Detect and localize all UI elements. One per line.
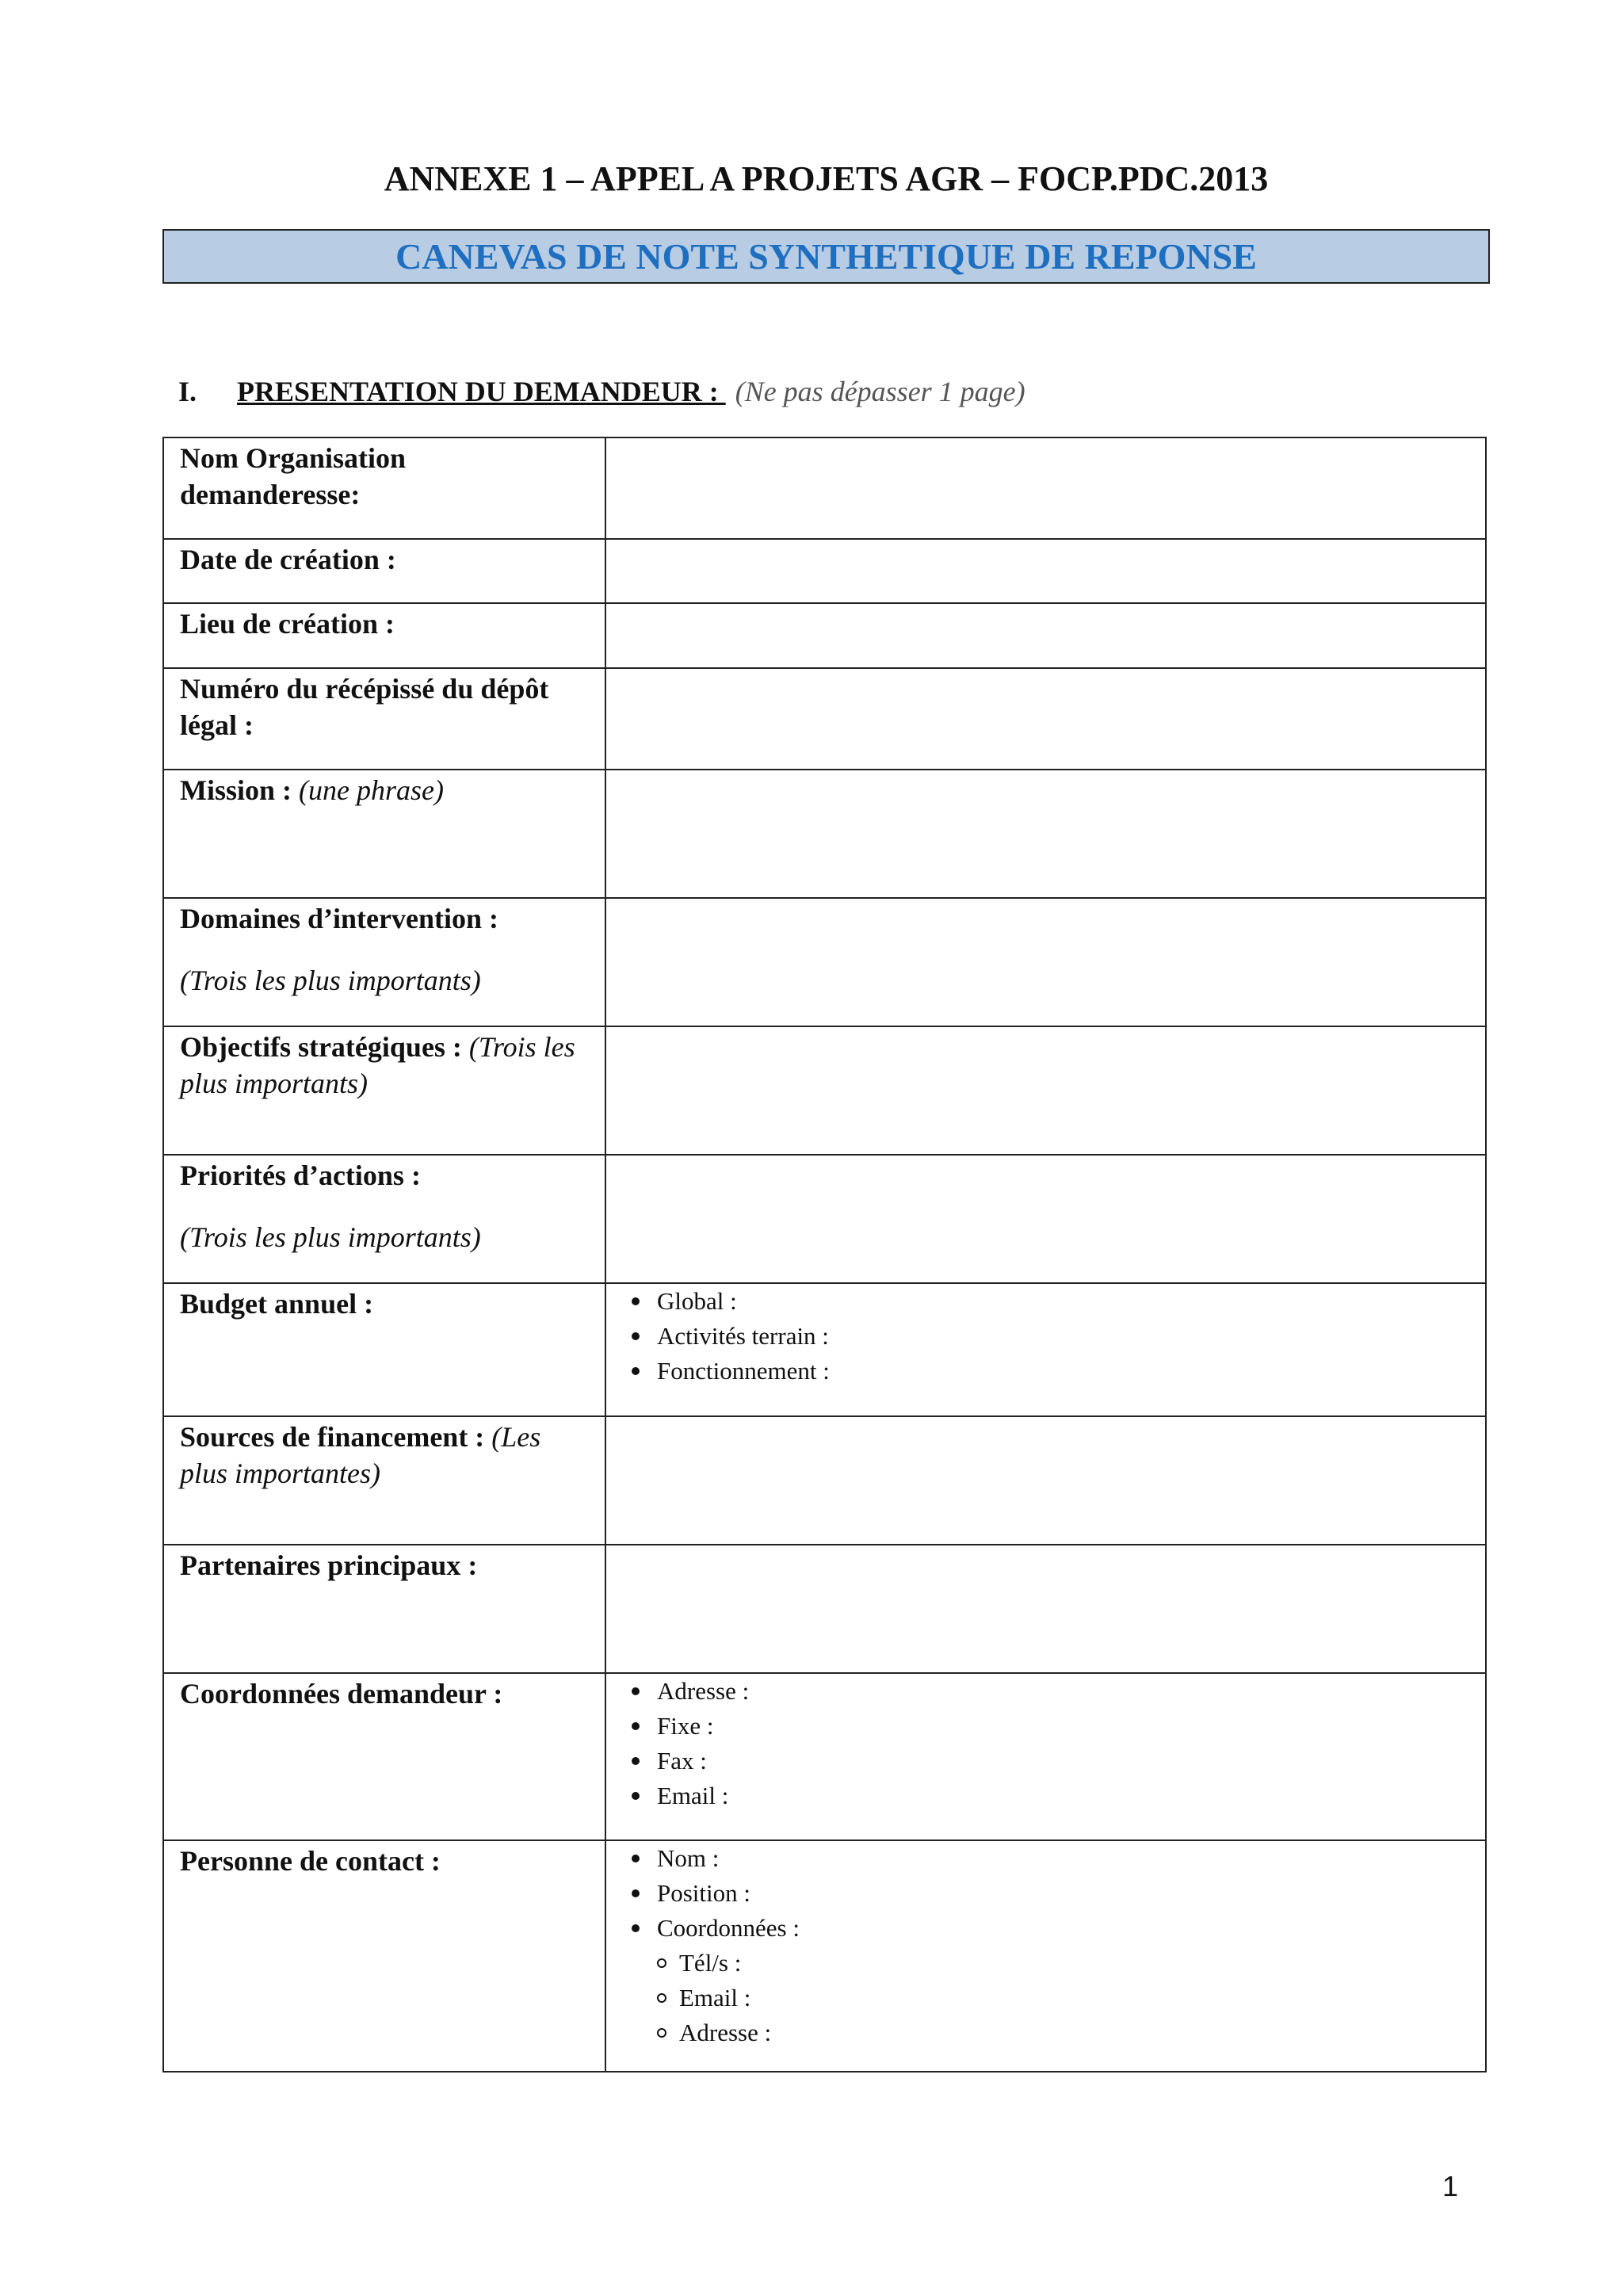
action-priorities-field[interactable] [605, 1155, 1486, 1283]
section-title: PRESENTATION DU DEMANDEUR : [237, 376, 726, 407]
circle-bullet-icon [657, 1993, 666, 2003]
table-row [163, 1673, 1486, 1840]
table-row [163, 1026, 1486, 1155]
strategic-objectives-field[interactable] [605, 1026, 1486, 1155]
field-label: Objectifs stratégiques : [180, 1031, 469, 1063]
field-label: Budget annuel : [180, 1288, 374, 1320]
field-label-cell [163, 1840, 605, 2072]
field-hint: (Trois les plus importants) [180, 1031, 575, 1099]
field-hint: (Trois les plus importants) [180, 1221, 481, 1253]
field-label: Nom Organisation demanderesse: [180, 442, 407, 510]
bullet-icon [632, 1855, 640, 1862]
applicant-form-table [162, 437, 1487, 2073]
field-label: Personne de contact : [180, 1845, 441, 1877]
field-label-cell [163, 603, 605, 668]
list-item: Email : [622, 1778, 1469, 1813]
list-item: Fixe : [622, 1709, 1469, 1744]
creation-place-field[interactable] [605, 603, 1486, 668]
list-item: Activités terrain : [622, 1319, 1469, 1354]
table-row [163, 437, 1486, 539]
field-label: Partenaires principaux : [180, 1549, 478, 1581]
sub-list-item: Email : [657, 1981, 1469, 2015]
bullet-icon [632, 1297, 640, 1305]
list-item: Nom : [622, 1841, 1469, 1876]
bullet-icon [632, 1924, 640, 1932]
field-label: Numéro du récépissé du dépôt légal : [180, 673, 549, 741]
list-item: Coordonnées : Tél/s : Email : Adresse : [622, 1911, 1469, 2050]
list-item: Adresse : [622, 1674, 1469, 1709]
field-hint: (une phrase) [299, 774, 444, 806]
field-label-cell [163, 1026, 605, 1155]
bullet-icon [632, 1722, 640, 1730]
list-item: Global : [622, 1284, 1469, 1319]
organisation-name-field[interactable] [605, 437, 1486, 539]
annual-budget-field[interactable] [605, 1283, 1486, 1416]
funding-sources-field[interactable] [605, 1416, 1486, 1545]
section-note: (Ne pas dépasser 1 page) [735, 376, 1025, 407]
main-partners-field[interactable] [605, 1545, 1486, 1673]
field-label: Lieu de création : [180, 608, 395, 640]
field-label: Sources de financement : [180, 1421, 492, 1453]
table-row [163, 1840, 1486, 2072]
receipt-number-field[interactable] [605, 668, 1486, 770]
form-banner: CANEVAS DE NOTE SYNTHETIQUE DE REPONSE [162, 229, 1490, 284]
field-label-cell [163, 539, 605, 603]
bullet-icon [632, 1889, 640, 1897]
sub-list-item: Tél/s : [657, 1946, 1469, 1981]
table-row [163, 1545, 1486, 1673]
intervention-domains-field[interactable] [605, 898, 1486, 1026]
table-row [163, 1416, 1486, 1545]
field-label-cell [163, 1545, 605, 1673]
bullet-icon [632, 1332, 640, 1340]
field-label: Mission : [180, 774, 300, 806]
contact-person-field[interactable] [605, 1840, 1486, 2072]
list-item: Position : [622, 1876, 1469, 1911]
table-row [163, 539, 1486, 603]
list-item: Fax : [622, 1744, 1469, 1778]
table-row [163, 898, 1486, 1026]
table-row [163, 1155, 1486, 1283]
field-label-cell [163, 437, 605, 539]
field-label: Priorités d’actions : [180, 1159, 421, 1191]
section-heading [178, 374, 1025, 409]
section-number: I. [178, 376, 197, 407]
bullet-icon [632, 1687, 640, 1695]
field-label-cell [163, 1155, 605, 1283]
field-label: Domaines d’intervention : [180, 903, 498, 934]
table-row [163, 603, 1486, 668]
field-hint: (Les plus importantes) [180, 1421, 541, 1489]
circle-bullet-icon [657, 1958, 666, 1968]
page-number: 1 [1442, 2170, 1459, 2202]
field-label-cell [163, 1416, 605, 1545]
mission-field[interactable] [605, 770, 1486, 898]
bullet-icon [632, 1757, 640, 1765]
circle-bullet-icon [657, 2028, 666, 2038]
field-label-cell [163, 668, 605, 770]
bullet-icon [632, 1367, 640, 1375]
field-label-cell [163, 1283, 605, 1416]
bullet-icon [632, 1792, 640, 1800]
field-label-cell [163, 770, 605, 898]
field-label: Coordonnées demandeur : [180, 1678, 503, 1710]
table-row [163, 1283, 1486, 1416]
document-title: ANNEXE 1 – APPEL A PROJETS AGR – FOCP.PDC.2013 [384, 159, 1269, 198]
creation-date-field[interactable] [605, 539, 1486, 603]
table-row [163, 668, 1486, 770]
list-item: Fonctionnement : [622, 1354, 1469, 1389]
field-label: Date de création : [180, 544, 396, 575]
sub-list-item: Adresse : [657, 2015, 1469, 2050]
field-hint: (Trois les plus importants) [180, 965, 481, 996]
field-label-cell [163, 898, 605, 1026]
applicant-contact-field[interactable] [605, 1673, 1486, 1840]
field-label-cell [163, 1673, 605, 1840]
table-row [163, 770, 1486, 898]
